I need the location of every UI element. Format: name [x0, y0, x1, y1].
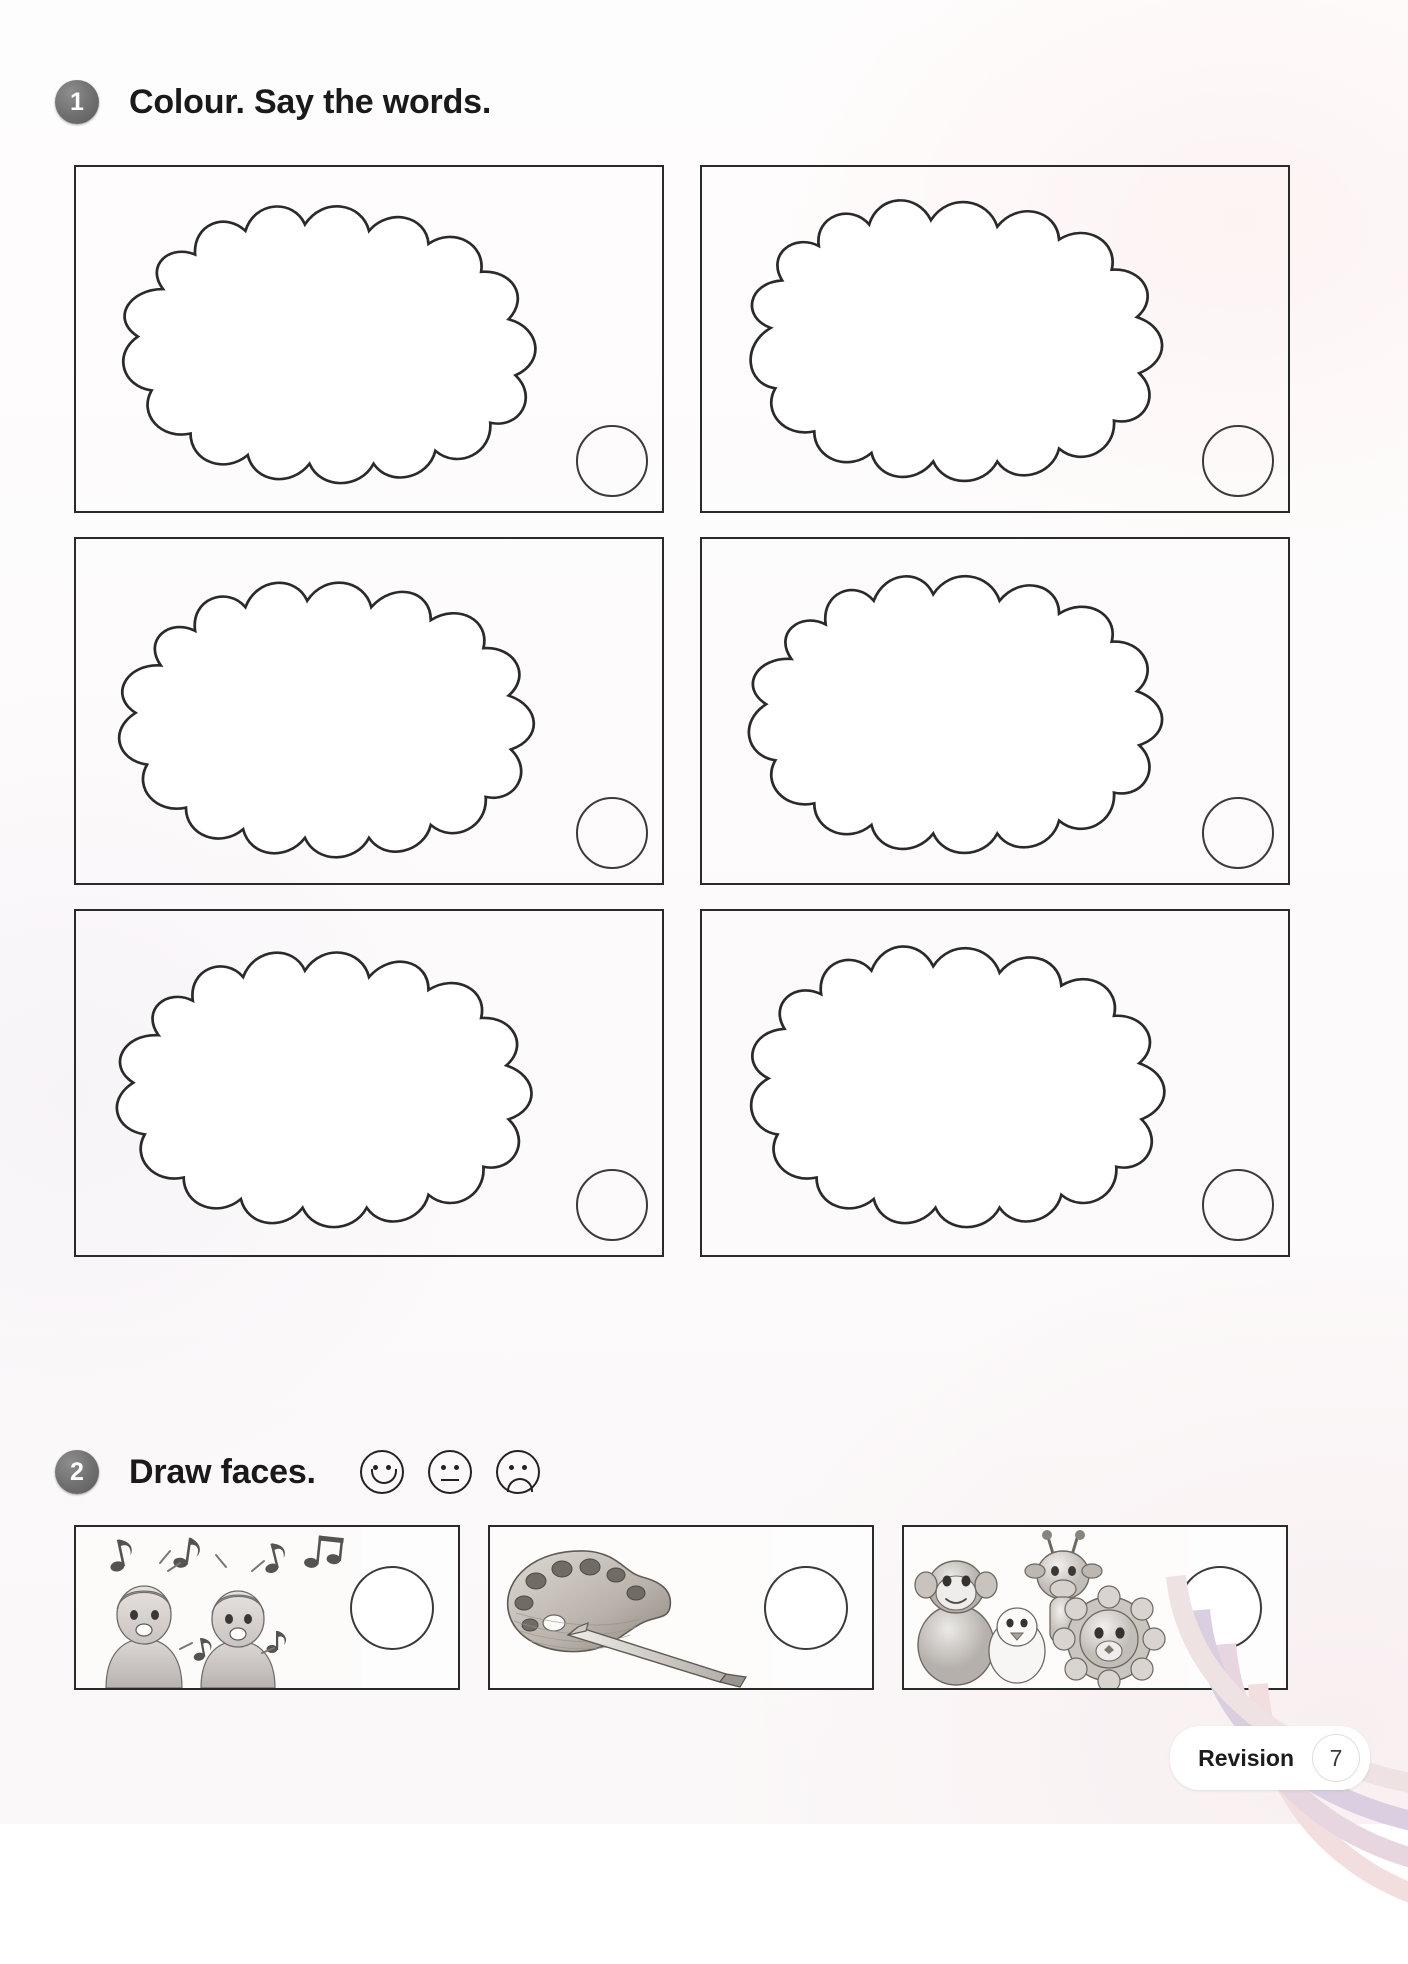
splat-cell-1[interactable]	[74, 165, 664, 513]
draw-faces-row	[74, 1525, 1290, 1690]
animals-cell[interactable]	[902, 1525, 1288, 1690]
answer-circle[interactable]	[576, 425, 648, 497]
splat-cell-4[interactable]	[700, 537, 1290, 885]
sad-face-icon	[496, 1450, 540, 1494]
decorative-arcs	[908, 1444, 1408, 1964]
splat-shape-icon	[99, 921, 580, 1244]
singing-people-picture	[76, 1527, 361, 1688]
neutral-face-icon	[428, 1450, 472, 1494]
splat-cell-5[interactable]	[74, 909, 664, 1257]
answer-circle[interactable]	[1202, 797, 1274, 869]
exercise-2-title: Draw faces.	[129, 1452, 316, 1491]
exercise-1-title: Colour. Say the words.	[129, 82, 492, 121]
exercise-2-heading	[55, 1450, 540, 1494]
answer-circle[interactable]	[1202, 1169, 1274, 1241]
paint-palette-picture	[490, 1527, 775, 1688]
animals-picture	[904, 1527, 1189, 1688]
splat-cell-3[interactable]	[74, 537, 664, 885]
happy-face-icon	[360, 1450, 404, 1494]
exercise-1-heading	[55, 80, 491, 124]
colour-splat-grid	[74, 165, 1290, 1257]
splat-shape-icon	[99, 177, 580, 500]
splat-cell-2[interactable]	[700, 165, 1290, 513]
answer-circle[interactable]	[576, 797, 648, 869]
exercise-1-number: 1	[55, 80, 99, 124]
splat-shape-icon	[725, 177, 1206, 500]
exercise-2-number: 2	[55, 1450, 99, 1494]
page-number-badge: 7	[1312, 1734, 1360, 1782]
splat-cell-6[interactable]	[700, 909, 1290, 1257]
face-icon-legend	[360, 1450, 540, 1494]
paint-palette-cell[interactable]	[488, 1525, 874, 1690]
answer-circle[interactable]	[1178, 1566, 1262, 1650]
answer-circle[interactable]	[576, 1169, 648, 1241]
singing-people-cell[interactable]	[74, 1525, 460, 1690]
splat-shape-icon	[99, 549, 580, 872]
footer-section-label: Revision	[1198, 1744, 1294, 1771]
answer-circle[interactable]	[350, 1566, 434, 1650]
answer-circle[interactable]	[1202, 425, 1274, 497]
answer-circle[interactable]	[764, 1566, 848, 1650]
splat-shape-icon	[725, 549, 1206, 872]
splat-shape-icon	[725, 921, 1206, 1244]
page-footer	[1170, 1726, 1370, 1790]
